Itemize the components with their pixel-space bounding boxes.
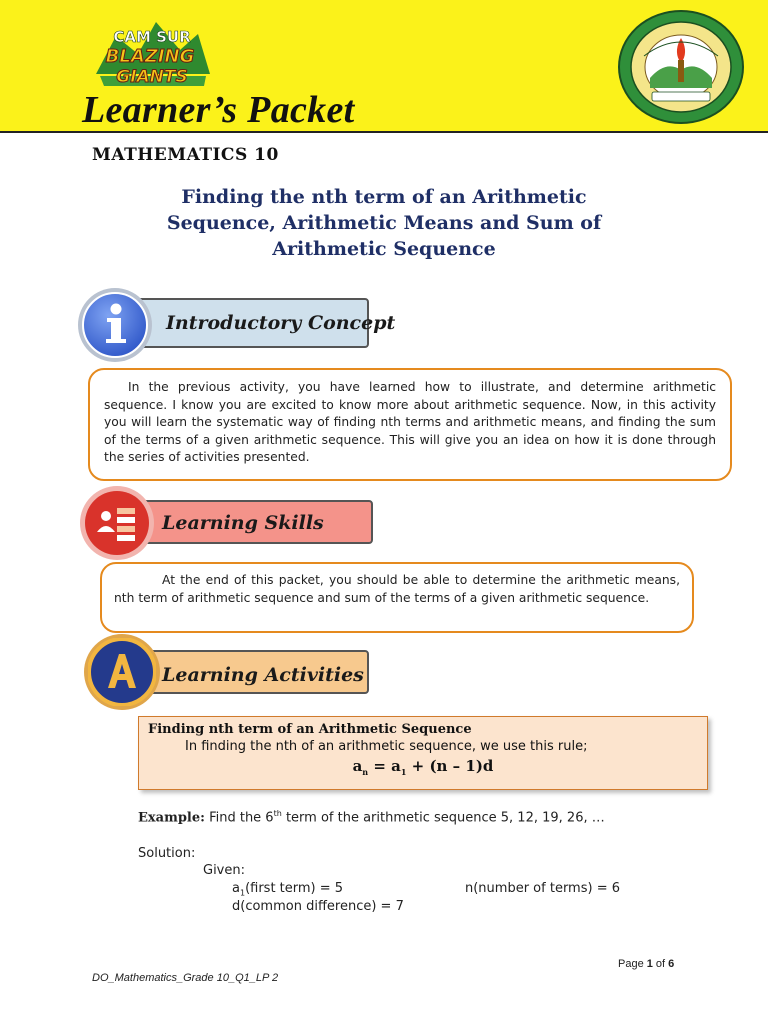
- page-total: 6: [668, 958, 675, 970]
- title-line-2: Sequence, Arithmetic Means and Sum of: [166, 212, 602, 234]
- example-text-before: Find the 6: [209, 810, 274, 826]
- example-line: [138, 809, 605, 825]
- page-number: [618, 958, 674, 970]
- skills-text-box: [100, 562, 694, 633]
- rule-title: Finding nth term of an Arithmetic Sequence: [148, 722, 472, 737]
- document-code: DO_Mathematics_Grade 10_Q1_LP 2: [92, 972, 279, 984]
- letter-a-icon: [84, 634, 160, 710]
- a1-rest: (first term) = 5: [245, 881, 344, 896]
- checklist-icon: [80, 486, 154, 560]
- title-line-3: Arithmetic Sequence: [272, 238, 496, 260]
- logo-bot-text: GIANTS: [116, 67, 188, 87]
- skills-heading: Learning Skills: [162, 512, 324, 534]
- rule-box: [138, 716, 708, 790]
- cam-sur-logo: [86, 14, 216, 92]
- logo-top-text: CAM SUR: [113, 28, 191, 46]
- example-label: Example:: [138, 810, 205, 826]
- nth-term-formula: [139, 757, 707, 777]
- intro-heading: Introductory Concept: [166, 312, 396, 334]
- activities-heading: Learning Activities: [162, 664, 364, 686]
- page-word: Page: [618, 958, 647, 970]
- a1-sub: 1: [239, 888, 246, 898]
- formula-sub-1: 1: [400, 767, 407, 777]
- formula-eq: = a: [368, 757, 401, 775]
- lesson-title: [110, 184, 658, 262]
- title-line-1: Finding the nth term of an Arithmetic: [181, 186, 587, 208]
- given-first-term: [232, 881, 343, 898]
- intro-text: In the previous activity, you have learned how to illustrate, and determine arithmetic sequence. I know you are excited to know more about arithmetic sequence. Now, in this activity you will learn the systematic way of finding nth terms and arithmetic means, and finding the sum of the terms of a given arithmetic sequence. This will give you an idea on how it is done through the series of activities presented.: [104, 380, 716, 464]
- given-common-difference: d(common difference) = 7: [232, 899, 404, 914]
- rule-description: In finding the nth of an arithmetic sequence, we use this rule;: [185, 739, 588, 754]
- example-text-after: term of the arithmetic sequence 5, 12, 19, 26, …: [281, 810, 605, 826]
- page-current: 1: [646, 958, 653, 970]
- example-sup: th: [273, 809, 282, 818]
- formula-rest: + (n – 1)d: [406, 757, 494, 775]
- intro-text-box: [88, 368, 732, 481]
- given-number-of-terms: n(number of terms) = 6: [465, 881, 620, 896]
- deped-seal: [616, 8, 746, 126]
- of-word: of: [652, 958, 669, 970]
- header-banner: [0, 0, 768, 133]
- subject-label: MATHEMATICS 10: [92, 145, 279, 165]
- packet-title: Learner’s Packet: [82, 89, 355, 131]
- logo-mid-text: BLAZING: [105, 46, 195, 67]
- info-icon: [78, 288, 152, 362]
- solution-label: Solution:: [138, 846, 196, 861]
- formula-a: a: [352, 757, 363, 775]
- given-label: Given:: [203, 863, 245, 878]
- formula-sub-n: n: [362, 767, 369, 777]
- skills-text: At the end of this packet, you should be able to determine the arithmetic means, nth term of arithmetic sequence and sum of the terms of a given arithmetic sequence.: [114, 573, 680, 605]
- a1-prefix: a: [232, 881, 240, 896]
